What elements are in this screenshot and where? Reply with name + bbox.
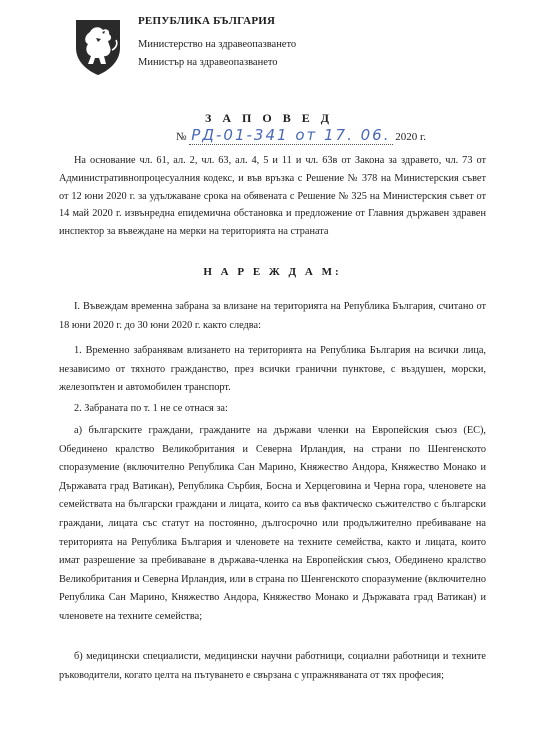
order-number-line (176, 126, 426, 144)
order-title: З А П О В Е Д (205, 111, 333, 125)
ministry-name: Министерство на здравеопазването (138, 39, 297, 50)
item-2b-paragraph: б) медицински специалисти, медицински научни работници, социални работници и техните ръководители, когато целта на пътуването е свързана с упражняваната от тях професия; (59, 651, 486, 681)
minister-title: Министър на здравеопазването (138, 57, 278, 68)
section-1-paragraph: I. Въвеждам временна забрана за влизане на територията на Република България, считано от 18 юни 2020 г. до 30 юни 2020 г. както следва: (59, 301, 486, 331)
preamble-paragraph: На основание чл. 61, ал. 2, чл. 63, ал. 4, 5 и 11 и чл. 63в от Закона за здравето, чл. 73 от Административнопроцесуалния кодекс, и във връзка с Решение № 378 на Министерския съвет от 12 юни 2020 г. за удължаване срока на обявената с Решение № 325 на Министерския съвет от 14 май 2020 г. извънредна епидемична обстановка и предложение от Главния държавен здравен инспектор за въвеждане на мерки на територията на страната (59, 155, 486, 238)
order-year: 2020 г. (395, 131, 427, 143)
item-1-paragraph: 1. Временно забранявам влизането на територията на Република България на всички лица, независимо от тяхното гражданство, през всички гранични пунктове, с въздушен, морски, железопътен и автомобилен транспорт. (59, 345, 486, 394)
item-2a-paragraph: а) българските граждани, гражданите на държави членки на Европейския съюз (ЕС), Обединено кралство Великобритания и Северна Ирландия, на страни по Шенгенското споразумение (включително Република Сан Марино, Княжество Андора, Княжество Монако и Държавата град Ватикан), Република Сърбия, Босна и Херцеговина и Черна гора, членовете на семействата на български граждани и лицата, които са във фактическо съжителство с български граждани, лицата със статут на постоянно, дългосрочно или продължително пребиваване на територията на Република България и членовете на техните семейства, както и лицата, които имат разрешение за пребиваване в държава-членка на Европейския съюз, Обединено кралство Великобритания и Северна Ирландия, или в страна по Шенгенското споразумение (включително Република Сан Марино, Княжество Андора, Княжество Монако и Държавата град Ватикан) и членовете на техните семейства; (59, 425, 486, 622)
country-name: РЕПУБЛИКА БЪЛГАРИЯ (138, 15, 276, 27)
coat-of-arms-lion-icon (68, 14, 128, 76)
item-2-paragraph: 2. Забраната по т. 1 не се отнася за: (74, 403, 228, 414)
decree-heading: Н А Р Е Ж Д А М: (203, 266, 342, 278)
number-sign: № (176, 131, 187, 143)
handwritten-order-number: РД-01-341 от 17. 06. (191, 126, 391, 144)
